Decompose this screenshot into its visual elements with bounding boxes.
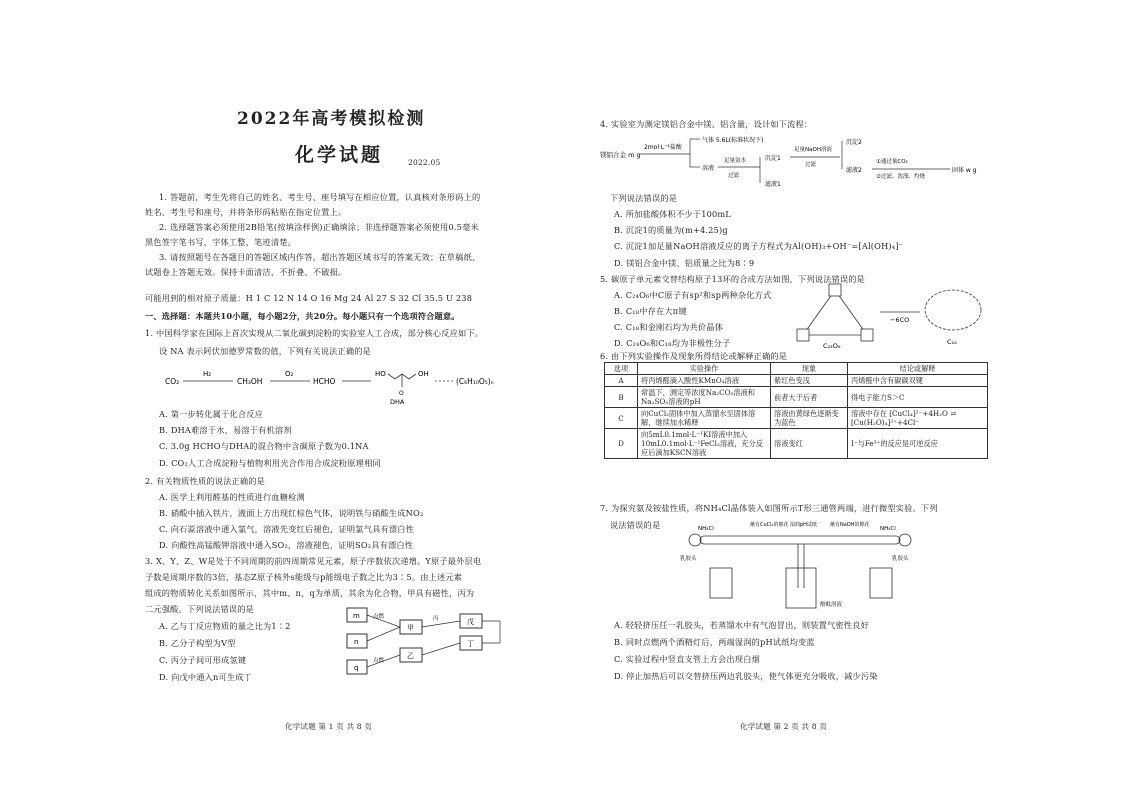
svg-text:O₂: O₂: [285, 370, 294, 378]
q4-option-d: D. 镁铝合金中镁、铝质量之比为8∶9: [614, 258, 755, 268]
svg-text:丙: 丙: [433, 616, 439, 622]
q1-option-d: D. CO₂人工合成淀粉与植物利用光合作用合成淀粉原理相同: [159, 458, 381, 468]
q2-option-d: D. 向酸性高锰酸钾溶液中通入SO₂，溶液褪色，证明SO₂具有漂白性: [159, 540, 414, 550]
q1-option-c: C. 3.0g HCHO与DHA的混合物中含碳原子数为0.1NA: [159, 441, 369, 451]
q2-option-a: A. 医学上利用醛基的性质进行血糖检测: [159, 492, 305, 502]
svg-text:甲: 甲: [407, 624, 414, 632]
svg-text:丁: 丁: [467, 640, 474, 648]
svg-text:①通过量CO₂: ①通过量CO₂: [876, 159, 908, 165]
svg-text:固体 w g: 固体 w g: [952, 167, 977, 174]
q4-option-c: C. 沉淀1加足量NaOH溶液反应的离子方程式为Al(OH)₃+OH⁻=[Al(OH)₄]⁻: [614, 241, 904, 251]
atomic-masses: 可能用到的相对原子质量：H 1 C 12 N 14 O 16 Mg 24 Al 27 S 32 Cl 35.5 U 238: [145, 293, 473, 303]
svg-text:气体 5.6L(标准状况下): 气体 5.6L(标准状况下): [702, 137, 764, 144]
table-row: A 将丙烯醛滴入酸性KMnO₄溶液 紫红色变浅 丙烯醛中含有碳碳双键: [605, 375, 988, 387]
instruction-line: 姓名、考生号和座号，并将条形码粘贴在指定位置上。: [145, 207, 347, 217]
q7-stem: 说法错误的是: [610, 520, 661, 530]
svg-text:点燃: 点燃: [373, 614, 385, 620]
q1-option-b: B. DHA难溶于水，易溶于有机溶剂: [159, 425, 292, 435]
svg-text:沉淀2: 沉淀2: [846, 139, 862, 146]
co2-label: CO₂: [165, 377, 180, 386]
svg-text:C₂₄O₆: C₂₄O₆: [823, 342, 841, 350]
table-row: C 向CuCl₂固体中加入蒸馏水至固体溶解，继续加水稀释 溶液由黄绿色逐渐变为蓝色 溶液中存在 [CuCl₄]²⁻+4H₂O ⇌ [Cu(H₂O)₄]²⁺+4Cl⁻: [605, 408, 988, 429]
q4-substem: 下列说法错误的是: [610, 193, 678, 203]
q7-option-b: B. 同时点燃两个酒精灯后，两端湿润的pH试纸均变蓝: [614, 637, 815, 647]
page-footer: 化学试题 第 1 页 共 8 页: [285, 722, 373, 731]
q3-transformation-diagram: [345, 606, 520, 686]
svg-text:酚酞溶液: 酚酞溶液: [820, 602, 843, 608]
svg-text:溶液: 溶液: [702, 165, 715, 172]
q3-option-b: B. 乙分子构型为V型: [159, 638, 236, 648]
q5-option-c: C. C₁₈和金刚石均为共价晶体: [614, 322, 724, 332]
instruction-line: 黑色签字笔书写，字体工整、笔迹清楚。: [145, 237, 296, 247]
svg-text:沉淀1: 沉淀1: [765, 155, 781, 162]
svg-text:HCHO: HCHO: [313, 377, 336, 386]
dha-label: DHA: [390, 398, 405, 406]
q2-stem: 2. 有关物质性质的说法正确的是: [145, 476, 266, 486]
svg-text:蘸有CuCl₂的棉花: 蘸有CuCl₂的棉花: [750, 522, 789, 528]
svg-text:乙: 乙: [407, 652, 414, 660]
svg-text:过滤: 过滤: [805, 162, 817, 168]
q4-option-b: B. 沉淀1的质量为(m+4.25)g: [614, 225, 728, 235]
svg-text:HO: HO: [375, 370, 386, 378]
q7-option-c: C. 实验过程中竖直支管上方会出现白烟: [614, 654, 760, 664]
q3-stem: 组成的物质转化关系如图所示，其中m、n、q为单质，其余为化合物，甲具有磁性，丙为: [145, 588, 475, 598]
svg-text:(C₆H₁₀O₅)ₙ: (C₆H₁₀O₅)ₙ: [456, 377, 494, 386]
q5-option-d: D. C₂₄O₆和C₁₈均为非极性分子: [614, 338, 731, 348]
section-heading: 一、选择题：本题共10小题，每小题2分，共20分。每小题只有一个选项符合题意。: [145, 311, 460, 321]
q7-stem: 7. 为探究氨及铵盐性质，将NH₄Cl晶体装入如图所示T形三通管两端，进行微型实验。下列: [600, 503, 938, 513]
q5-stem: 5. 碳原子单元素交替结构原子13环的合成方法如图，下列说法错误的是: [600, 274, 866, 284]
q3-stem: 子数是周期序数的3倍，基态Z原子核外s能级与p能级电子数之比为3∶5。由上述元素: [145, 572, 463, 582]
page-footer: 化学试题 第 2 页 共 8 页: [740, 722, 828, 731]
q3-option-c: C. 丙分子间可形成氢键: [159, 655, 247, 665]
exam-date: 2022.05: [408, 158, 441, 167]
q6-table: [604, 362, 988, 459]
svg-text:戊: 戊: [467, 618, 474, 626]
svg-text:足量氨水: 足量氨水: [724, 158, 747, 164]
q5-option-a: A. C₂₄O₆中C原子有sp²和sp两种杂化方式: [614, 290, 772, 300]
subject-title: 化学试题: [295, 144, 384, 166]
q1-option-a: A. 第一步转化属于化合反应: [159, 409, 263, 419]
q1-stem: 设 NA 表示阿伏加德罗常数的值，下列有关说法正确的是: [159, 346, 371, 356]
q3-stem: 3. X、Y、Z、W是处于不同周期的前四周期常见元素，原子序数依次递增。Y原子最外层电: [145, 556, 482, 566]
svg-text:q: q: [354, 664, 359, 672]
exam-title: 2022年高考模拟检测: [237, 109, 426, 129]
svg-text:C₁₈: C₁₈: [947, 338, 957, 346]
q4-stem: 4. 实验室为测定镁铝合金中镁、铝含量，设计如下流程：: [600, 119, 813, 129]
q4-option-a: A. 所加盐酸体积不少于100mL: [614, 209, 732, 219]
svg-text:OH: OH: [418, 370, 429, 378]
svg-text:蘸有NaOH的棉花: 蘸有NaOH的棉花: [830, 522, 870, 528]
svg-text:2mol·L⁻¹盐酸: 2mol·L⁻¹盐酸: [644, 144, 682, 151]
svg-text:H₂: H₂: [203, 370, 212, 378]
instruction-line: 2. 选择题答案必须使用2B铅笔(按填涂样例)正确填涂；非选择题答案必须使用0.5毫米: [159, 222, 479, 232]
q2-option-c: C. 向石蕊溶液中通入氯气，溶液先变红后褪色，证明氯气具有漂白性: [159, 524, 415, 534]
q7-option-d: D. 停止加热后可以交替挤压两边乳胶头，使气体更充分吸收，减少污染: [614, 671, 878, 681]
svg-text:m: m: [353, 612, 360, 620]
svg-text:n: n: [354, 638, 359, 646]
q7-option-a: A. 轻轻挤压任一乳胶头，若蒸馏水中有气泡冒出，则装置气密性良好: [614, 620, 869, 630]
svg-text:乳胶头: 乳胶头: [892, 556, 909, 562]
table-header-row: 选项 实验操作 现象 结论或解释: [605, 363, 988, 375]
svg-text:NH₄Cl: NH₄Cl: [880, 526, 896, 532]
instruction-line: 3. 请按照题号在各题目的答题区域内作答，超出答题区域书写的答案无效；在草稿纸、: [159, 252, 481, 262]
svg-text:点燃: 点燃: [373, 658, 385, 664]
q1-reaction-scheme: [165, 362, 494, 407]
svg-text:湿润pH试纸: 湿润pH试纸: [790, 522, 817, 528]
q3-option-d: D. 向戊中通入n可生成丁: [159, 672, 253, 682]
q4-flowchart: [600, 133, 995, 191]
svg-text:NH₄Cl: NH₄Cl: [698, 526, 714, 532]
svg-text:O: O: [399, 390, 404, 397]
svg-text:滤液1: 滤液1: [765, 181, 781, 188]
q6-stem: 6. 由下列实验操作及现象所得结论或解释正确的是: [600, 351, 788, 361]
svg-text:②过滤、洗涤、灼烧: ②过滤、洗涤、灼烧: [876, 174, 925, 180]
svg-text:CH₃OH: CH₃OH: [237, 377, 263, 386]
svg-text:过滤: 过滤: [728, 173, 740, 179]
q2-option-b: B. 硝酸中插入铁片，液面上方出现红棕色气体，说明铁与硝酸生成NO₂: [159, 508, 424, 518]
q3-stem: 二元强酸。下列说法错误的是: [145, 604, 255, 614]
svg-text:乳胶头: 乳胶头: [680, 556, 697, 562]
table-row: B 常温下，测定等浓度Na₂CO₃溶液和Na₂SO₃溶液的pH 前者大于后者 得电子能力S＞C: [605, 387, 988, 408]
q5-option-b: B. C₁₈中存在大π键: [614, 306, 687, 316]
svg-text:足量NaOH溶液: 足量NaOH溶液: [794, 147, 832, 153]
instruction-line: 试题卷上答题无效。保持卡面清洁，不折叠、不破损。: [145, 267, 347, 277]
q5-structure-diagram: [795, 280, 995, 350]
instruction-line: 1. 答题前，考生先将自己的姓名、考生号、座号填写在相应位置，认真核对条形码上的: [159, 192, 481, 202]
svg-text:滤液2: 滤液2: [846, 167, 862, 174]
q3-option-a: A. 乙与丁反应物质的量之比为1∶2: [159, 621, 291, 631]
svg-text:−6CO: −6CO: [890, 316, 910, 324]
table-row: D 向5mL0.1mol·L⁻¹KI溶液中加入10mL0.1mol·L⁻¹FeCl₃溶液，充分反应后滴加KSCN溶液 溶液变红 I⁻与Fe³⁺的反应是可逆反应: [605, 429, 988, 459]
q7-apparatus-diagram: [680, 518, 920, 616]
svg-text:镁铝合金 m g: 镁铝合金 m g: [600, 151, 641, 159]
q1-stem: 1. 中国科学家在国际上首次实现从二氧化碳到淀粉的实验室人工合成，部分核心反应如下。: [145, 328, 484, 338]
